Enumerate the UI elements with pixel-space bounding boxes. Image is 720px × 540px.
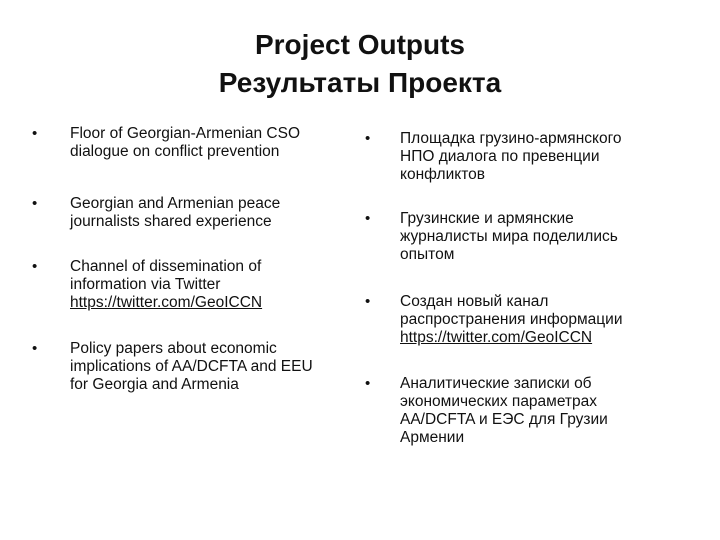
text-line: dialogue on conflict prevention bbox=[70, 143, 280, 160]
text-line: Channel of dissemination of bbox=[70, 258, 262, 275]
text-line: implications of AA/DCFTA and EEU bbox=[70, 358, 313, 375]
text-line: Floor of Georgian-Armenian CSO bbox=[70, 125, 301, 142]
bullet-marker: • bbox=[365, 130, 371, 147]
list-item-text bbox=[70, 258, 344, 312]
slide-title bbox=[0, 26, 720, 102]
text-line: конфликтов bbox=[400, 166, 485, 183]
bullet-marker: • bbox=[365, 210, 371, 227]
text-line: Аналитические записки об bbox=[400, 375, 592, 392]
text-line: Грузинские и армянские bbox=[400, 210, 574, 227]
text-line: Policy papers about economic bbox=[70, 340, 277, 357]
twitter-link[interactable]: https://twitter.com/GeoICCN bbox=[400, 329, 593, 346]
list-item-text bbox=[70, 125, 344, 161]
text-line: Армении bbox=[400, 429, 465, 446]
text-line: экономических параметрах bbox=[400, 393, 598, 410]
text-line: опытом bbox=[400, 246, 455, 263]
text-line: AA/DCFTA и ЕЭС для Грузии bbox=[400, 411, 608, 428]
text-line: распространения информации bbox=[400, 311, 623, 328]
list-item-text bbox=[400, 293, 695, 347]
text-line: НПО диалога по превенции bbox=[400, 148, 600, 165]
bullet-marker: • bbox=[32, 340, 38, 357]
text-line: Создан новый канал bbox=[400, 293, 549, 310]
list-item-text bbox=[400, 130, 695, 184]
title-english: Project Outputs bbox=[254, 29, 465, 60]
list-item-text bbox=[400, 210, 695, 264]
text-line: Площадка грузино-армянского bbox=[400, 130, 622, 147]
list-item-text bbox=[70, 340, 344, 394]
bullet-marker: • bbox=[32, 258, 38, 275]
text-line: for Georgia and Armenia bbox=[70, 376, 239, 393]
bullet-marker: • bbox=[32, 195, 38, 212]
bullet-marker: • bbox=[32, 125, 38, 142]
list-item-text bbox=[70, 195, 344, 231]
text-line: Georgian and Armenian peace bbox=[70, 195, 281, 212]
twitter-link[interactable]: https://twitter.com/GeoICCN bbox=[70, 294, 263, 311]
title-russian: Результаты Проекта bbox=[218, 67, 502, 98]
text-line: information via Twitter bbox=[70, 276, 221, 293]
text-line: journalists shared experience bbox=[70, 213, 272, 230]
bullet-marker: • bbox=[365, 375, 371, 392]
list-item-text bbox=[400, 375, 695, 447]
bullet-marker: • bbox=[365, 293, 371, 310]
text-line: журналисты мира поделились bbox=[400, 228, 618, 245]
